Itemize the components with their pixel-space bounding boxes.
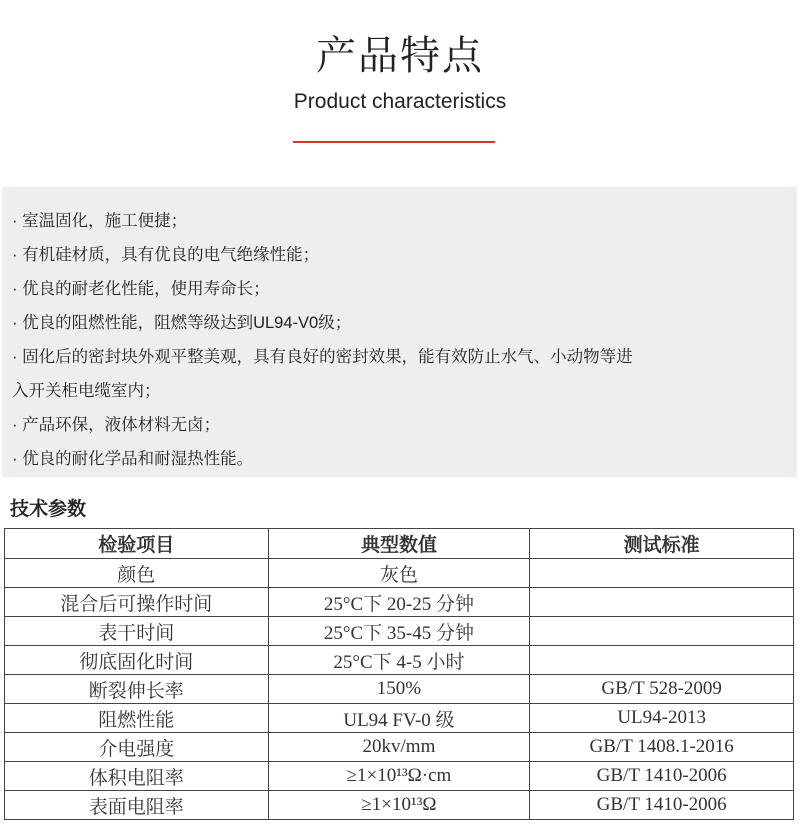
table-row — [5, 675, 794, 704]
feature-item: · 有机硅材质，具有优良的电气绝缘性能； — [12, 246, 320, 264]
table-header-row — [5, 529, 794, 559]
standard-cell — [530, 559, 794, 588]
features-panel — [2, 187, 797, 477]
feature-item: 入开关柜电缆室内； — [12, 382, 161, 400]
value-cell: ≥1×10¹³Ω·cm — [268, 762, 530, 791]
table-row — [5, 762, 794, 791]
value-cell: 灰色 — [268, 559, 530, 588]
table-row — [5, 617, 794, 646]
standard-cell: UL94-2013 — [530, 704, 794, 733]
feature-item: · 固化后的密封块外观平整美观，具有良好的密封效果，能有效防止水气、小动物等进 — [12, 348, 633, 366]
standard-cell: GB/T 1410-2006 — [530, 791, 794, 820]
table-row — [5, 733, 794, 762]
standard-cell: GB/T 528-2009 — [530, 675, 794, 704]
feature-item: · 优良的阻燃性能，阻燃等级达到UL94-V0级； — [12, 314, 352, 332]
value-cell: 25°C下 4-5 小时 — [268, 646, 530, 675]
specs-table — [4, 528, 794, 820]
table-row — [5, 791, 794, 820]
specs-heading: 技术参数 — [10, 499, 87, 520]
item-cell: 彻底固化时间 — [5, 646, 269, 675]
table-row — [5, 704, 794, 733]
page-subtitle: Product characteristics — [293, 90, 507, 113]
standard-cell — [530, 588, 794, 617]
standard-cell: GB/T 1408.1-2016 — [530, 733, 794, 762]
feature-item: · 优良的耐化学品和耐湿热性能。 — [12, 450, 254, 468]
value-cell: 25°C下 35-45 分钟 — [268, 617, 530, 646]
item-cell: 混合后可操作时间 — [5, 588, 269, 617]
feature-item: · 优良的耐老化性能，使用寿命长； — [12, 280, 270, 298]
item-cell: 体积电阻率 — [5, 762, 269, 791]
table-row — [5, 559, 794, 588]
page-title: 产品特点 — [316, 34, 484, 78]
item-cell: 阻燃性能 — [5, 704, 269, 733]
standard-cell: GB/T 1410-2006 — [530, 762, 794, 791]
column-header: 测试标准 — [530, 529, 794, 559]
item-cell: 表面电阻率 — [5, 791, 269, 820]
item-cell: 断裂伸长率 — [5, 675, 269, 704]
item-cell: 颜色 — [5, 559, 269, 588]
item-cell: 介电强度 — [5, 733, 269, 762]
value-cell: ≥1×10¹³Ω — [268, 791, 530, 820]
standard-cell — [530, 646, 794, 675]
item-cell: 表干时间 — [5, 617, 269, 646]
value-cell: 150% — [268, 675, 530, 704]
title-divider — [293, 141, 495, 143]
table-row — [5, 588, 794, 617]
column-header: 检验项目 — [5, 529, 269, 559]
standard-cell — [530, 617, 794, 646]
value-cell: 25°C下 20-25 分钟 — [268, 588, 530, 617]
table-row — [5, 646, 794, 675]
feature-item: · 产品环保，液体材料无卤； — [12, 416, 221, 434]
value-cell: UL94 FV-0 级 — [268, 704, 530, 733]
column-header: 典型数值 — [268, 529, 530, 559]
feature-item: · 室温固化，施工便捷； — [12, 212, 188, 230]
value-cell: 20kv/mm — [268, 733, 530, 762]
